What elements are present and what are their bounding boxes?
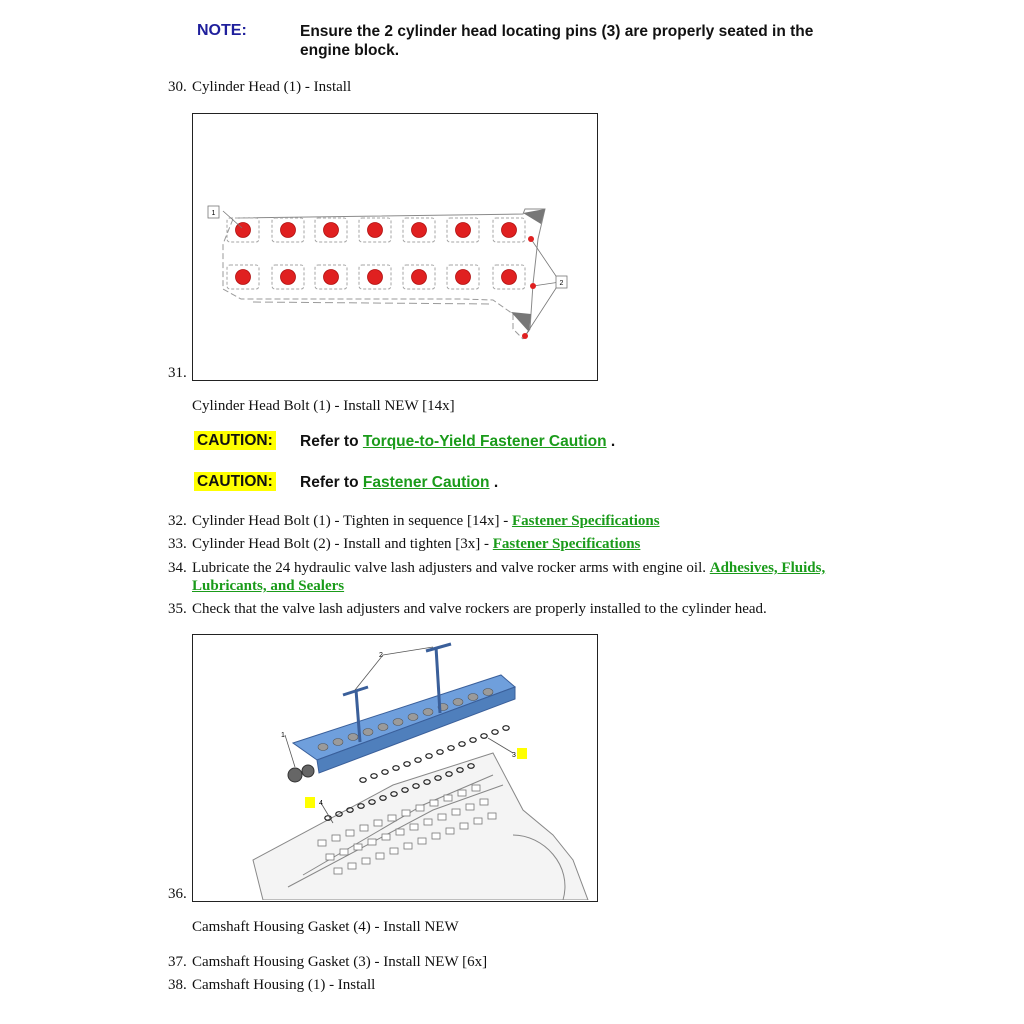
step-38 [168, 976, 375, 994]
valve-spring [388, 815, 396, 821]
step-number: 35. [168, 601, 187, 617]
cam-lobe [483, 689, 493, 696]
valve-spring [404, 843, 412, 849]
valve-spring [480, 799, 488, 805]
note-label: NOTE: [197, 22, 247, 39]
cam-lobe [348, 734, 358, 741]
step-37 [168, 953, 487, 971]
valve-spring [424, 819, 432, 825]
caution-2-text [300, 474, 498, 492]
valve-spring [362, 858, 370, 864]
valve-spring [418, 838, 426, 844]
caution-2 [194, 473, 276, 491]
cylinder-head-bolt [324, 270, 339, 285]
step-31-number: 31. [168, 365, 187, 381]
callout-3: 3 [512, 752, 516, 759]
cylinder-head-bolt [368, 223, 383, 238]
camshaft-housing-diagram [193, 635, 596, 900]
caution-label: CAUTION: [194, 431, 276, 450]
cam-lobe [423, 709, 433, 716]
step-text: Cylinder Head Bolt (1) - Tighten in sequence [14x] - [192, 513, 509, 529]
adhesives-fluids-link[interactable]: Adhesives, Fluids, [709, 560, 826, 576]
step-text: Lubricate the 24 hydraulic valve lash adjusters and valve rocker arms with engine oil. [192, 560, 706, 576]
gasket-ring [415, 758, 421, 763]
valve-spring [332, 835, 340, 841]
valve-spring [396, 829, 404, 835]
step-36-text: Camshaft Housing Gasket (4) - Install NEW [192, 919, 459, 935]
callout-2: 2 [379, 652, 383, 659]
valve-spring [382, 834, 390, 840]
gasket-ring [459, 742, 465, 747]
valve-spring [374, 820, 382, 826]
gasket-ring [393, 766, 399, 771]
valve-spring [348, 863, 356, 869]
gasket-ring [382, 770, 388, 775]
cam-lobe [453, 699, 463, 706]
cylinder-head-bolt [412, 223, 427, 238]
cylinder-head-diagram [193, 114, 596, 379]
cylinder-head-bolt [502, 223, 517, 238]
step-31-text: Cylinder Head Bolt (1) - Install NEW [14x] [192, 398, 455, 414]
step-number: 37. [168, 954, 187, 970]
step-32 [168, 512, 660, 530]
step-34 [168, 559, 825, 577]
callout-1: 1 [211, 210, 216, 217]
step-33 [168, 535, 640, 553]
cylinder-head-bolt [368, 270, 383, 285]
valve-spring [432, 833, 440, 839]
valve-spring [376, 853, 384, 859]
callout-4: 4 [319, 800, 323, 807]
cylinder-head-bolt [456, 223, 471, 238]
valve-spring [458, 790, 466, 796]
valve-spring [326, 854, 334, 860]
caution-suffix: . [493, 474, 499, 491]
valve-spring [430, 800, 438, 806]
note-line-2: engine block. [300, 42, 400, 59]
lubricants-and-sealers-link[interactable]: Lubricants, and Sealers [192, 578, 345, 594]
gasket-ring [470, 738, 476, 743]
cylinder-head-bolt [281, 270, 296, 285]
callout-1: 1 [281, 732, 285, 739]
torque-to-yield-caution-link[interactable]: Torque-to-Yield Fastener Caution [362, 433, 607, 450]
cylinder-head-bolt [236, 270, 251, 285]
valve-spring [444, 795, 452, 801]
step-number: 32. [168, 513, 187, 529]
step-number: 38. [168, 977, 187, 993]
caution-label: CAUTION: [194, 472, 276, 491]
step-number: 30. [168, 79, 187, 95]
step-34-continued [192, 577, 344, 595]
cam-lobe [333, 739, 343, 746]
valve-spring [360, 825, 368, 831]
fastener-specifications-link[interactable]: Fastener Specifications [511, 513, 660, 529]
gasket-ring [404, 762, 410, 767]
gasket-ring [437, 750, 443, 755]
valve-spring [346, 830, 354, 836]
step-number: 33. [168, 536, 187, 552]
note-line-1: Ensure the 2 cylinder head locating pins (3) are properly seated in the [300, 23, 814, 40]
step-36-number: 36. [168, 886, 187, 902]
caution-1 [194, 432, 276, 450]
cylinder-head-bolt [236, 223, 251, 238]
gasket-ring [448, 746, 454, 751]
valve-spring [390, 848, 398, 854]
caution-prefix: Refer to [300, 433, 359, 450]
cam-lobe [363, 729, 373, 736]
cam-lobe [393, 719, 403, 726]
gasket-ring [492, 730, 498, 735]
camshaft-housing-figure [192, 634, 598, 902]
valve-spring [452, 809, 460, 815]
valve-spring [318, 840, 326, 846]
valve-spring [466, 804, 474, 810]
cam-lobe [408, 714, 418, 721]
step-text: Check that the valve lash adjusters and valve rockers are properly installed to the cylinder head. [192, 601, 767, 617]
caution-suffix: . [610, 433, 616, 450]
cylinder-head-bolt-figure [192, 113, 598, 381]
cylinder-head-bolt [324, 223, 339, 238]
gasket-ring [426, 754, 432, 759]
valve-spring [416, 805, 424, 811]
valve-spring [410, 824, 418, 830]
valve-spring [402, 810, 410, 816]
valve-spring [488, 813, 496, 819]
valve-spring [474, 818, 482, 824]
valve-spring [472, 785, 480, 791]
step-text: Camshaft Housing Gasket (3) - Install NEW [6x] [192, 954, 488, 970]
valve-spring [460, 823, 468, 829]
step-text: Cylinder Head (1) - Install [192, 79, 352, 95]
caution-prefix: Refer to [300, 474, 359, 491]
cam-lobe [468, 694, 478, 701]
cylinder-head-bolt [502, 270, 517, 285]
valve-spring [446, 828, 454, 834]
cylinder-head-bolt [281, 223, 296, 238]
gasket-ring [503, 726, 509, 731]
valve-spring [438, 814, 446, 820]
step-text: Camshaft Housing (1) - Install [192, 977, 376, 993]
gasket-ring [371, 774, 377, 779]
callout-2: 2 [559, 280, 564, 287]
caution-1-text [300, 433, 615, 451]
step-35 [168, 600, 767, 618]
note-text [300, 22, 813, 60]
step-text: Cylinder Head Bolt (2) - Install and tighten [3x] - [192, 536, 490, 552]
fastener-caution-link[interactable]: Fastener Caution [362, 474, 490, 491]
step-number: 34. [168, 560, 187, 576]
gasket-ring [481, 734, 487, 739]
valve-spring [334, 868, 342, 874]
valve-spring [354, 844, 362, 850]
valve-spring [340, 849, 348, 855]
torque-icon-4 [305, 797, 315, 808]
fastener-specifications-link[interactable]: Fastener Specifications [492, 536, 641, 552]
cylinder-head-bolt [412, 270, 427, 285]
gasket-ring [360, 778, 366, 783]
torque-icon-3 [517, 748, 527, 759]
cam-lobe [318, 744, 328, 751]
cylinder-head-bolt [456, 270, 471, 285]
valve-spring [368, 839, 376, 845]
step-30 [168, 78, 351, 96]
cam-lobe [378, 724, 388, 731]
